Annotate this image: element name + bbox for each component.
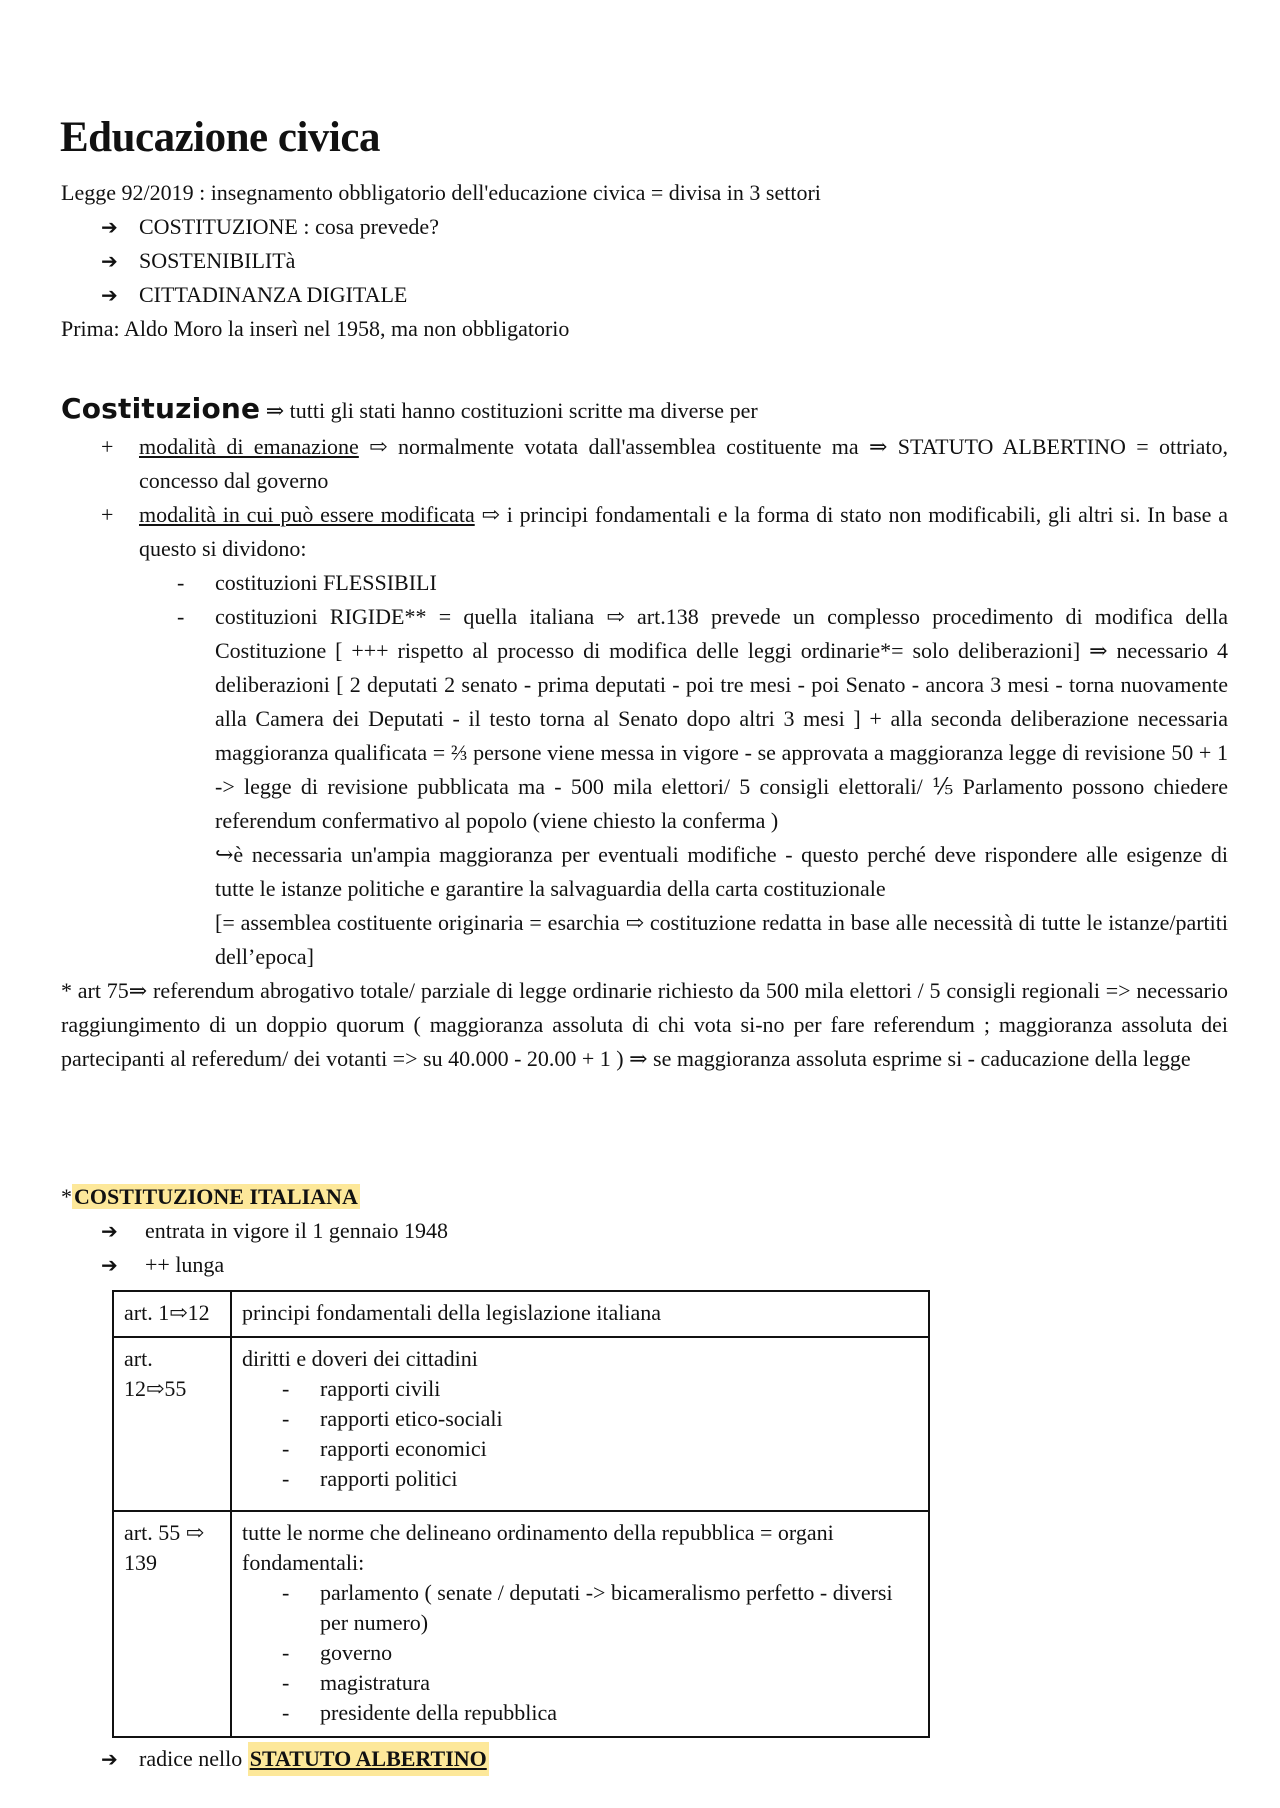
dash-item bbox=[61, 600, 1228, 974]
article-range: art. 12⇨55 bbox=[113, 1337, 231, 1511]
dash-icon: - bbox=[177, 604, 185, 629]
dash-item-text: costituzioni FLESSIBILI bbox=[215, 570, 437, 595]
plus-item bbox=[61, 430, 1228, 498]
plus-icon: + bbox=[101, 502, 114, 527]
list-item-text: COSTITUZIONE : cosa prevede? bbox=[139, 214, 439, 239]
art75-paragraph: * art 75⇒ referendum abrogativo totale/ parziale di legge ordinarie richiesto da 500 mila elettori / 5 consigli regionali => necessario raggiungimento di un doppio quorum ( maggioranza assoluta di chi vota si-no per fare referendum ; maggioranza assoluta dei partecipanti al referedum/ dei votanti => su 40.000 - 20.00 + 1 ) ⇒ se maggioranza assoluta esprime si - caducazione della legge bbox=[61, 978, 1228, 1071]
costituzione-section bbox=[61, 390, 1228, 1076]
plus-item bbox=[61, 498, 1228, 566]
arrow-icon: ➔ bbox=[101, 283, 118, 307]
article-description bbox=[231, 1291, 929, 1337]
dash-icon: - bbox=[177, 570, 185, 595]
sub-list bbox=[242, 1374, 918, 1494]
list-item bbox=[61, 210, 1228, 244]
list-item-text: entrata in vigore il 1 gennaio 1948 bbox=[145, 1218, 449, 1243]
asterisk: * bbox=[61, 1184, 72, 1209]
prima-line: Prima: Aldo Moro la inserì nel 1958, ma non obbligatorio bbox=[61, 316, 570, 341]
row-intro: tutte le norme che delineano ordinamento della repubblica = organi fondamentali: bbox=[242, 1520, 834, 1575]
page-title: Educazione civica bbox=[60, 114, 380, 161]
arrow-icon: ➔ bbox=[101, 249, 118, 273]
arrow-icon: ➔ bbox=[101, 1219, 118, 1243]
highlighted-term: STATUTO ALBERTINO bbox=[248, 1742, 489, 1776]
list-item: - rapporti etico-sociali bbox=[282, 1406, 503, 1431]
arrow-icon: ➔ bbox=[101, 215, 118, 239]
note-text: ↪è necessaria un'ampia maggioranza per eventuali modifiche - questo perché deve rispondere alle esigenze di tutte le istanze politiche e garantire la salvaguardia della carta costituzionale bbox=[215, 842, 1228, 901]
section-heading: COSTITUZIONE ITALIANA bbox=[74, 1184, 358, 1209]
list-item-text: CITTADINANZA DIGITALE bbox=[139, 282, 408, 307]
list-item bbox=[61, 1248, 1228, 1282]
list-item-text: ++ lunga bbox=[145, 1252, 225, 1277]
arrow-icon: ➔ bbox=[101, 1747, 118, 1771]
list-item: - magistratura bbox=[282, 1670, 430, 1695]
arrow-icon: ➔ bbox=[101, 1253, 118, 1277]
article-description bbox=[231, 1337, 929, 1511]
list-item bbox=[61, 278, 1228, 312]
list-item: - rapporti civili bbox=[282, 1376, 441, 1401]
article-range: art. 55 ⇨ 139 bbox=[113, 1511, 231, 1737]
underlined-term: modalità di emanazione bbox=[139, 434, 359, 459]
dash-item-text: costituzioni RIGIDE** = quella italiana ⇨ art.138 prevede un complesso procedimento di modifica della Costituzione [ +++ rispetto al processo di modifica delle leggi ordinarie*= solo deliberazioni] ⇒ necessario 4 deliberazioni [ 2 deputati 2 senato - prima deputati - poi tre mesi - poi Senato - ancora 3 mesi - torna nuovamente alla Camera dei Deputati - il testo torna al Senato dopo altri 3 mesi ] + alla seconda deliberazione necessaria maggioranza qualificata = ⅔ persone viene messa in vigore - se approvata a maggioranza legge di revisione 50 + 1 -> legge di revisione pubblicata ma - 500 mila elettori/ 5 consigli elettorali/ ⅕ Parlamento possono chiedere referendum confermativo al popolo (viene chiesto la conferma ) bbox=[215, 604, 1228, 833]
list-item-text: SOSTENIBILITà bbox=[139, 248, 296, 273]
law-line: Legge 92/2019 : insegnamento obbligatorio dell'educazione civica = divisa in 3 settori bbox=[61, 180, 821, 205]
radice-prefix: radice nello bbox=[139, 1746, 243, 1771]
plus-item-text: ⇨ normalmente votata dall'assemblea costituente ma ⇒ STATUTO ALBERTINO = ottriato, concesso dal governo bbox=[139, 434, 1228, 493]
articles-table bbox=[112, 1290, 930, 1738]
list-item: - rapporti economici bbox=[282, 1436, 487, 1461]
italiana-section bbox=[61, 1180, 1228, 1282]
radice-line bbox=[61, 1742, 1228, 1776]
section-heading: Costituzione bbox=[61, 392, 261, 425]
underlined-term: modalità in cui può essere modificata bbox=[139, 502, 475, 527]
list-item: - presidente della repubblica bbox=[282, 1700, 558, 1725]
dash-item bbox=[61, 566, 1228, 600]
list-item: - governo bbox=[282, 1640, 393, 1665]
table-row bbox=[113, 1511, 929, 1737]
italiana-heading-line bbox=[61, 1180, 1228, 1214]
article-range: art. 1⇨12 bbox=[113, 1291, 231, 1337]
costituzione-heading-line bbox=[61, 390, 1228, 430]
plus-item-text: ⇨ i principi fondamentali e la forma di stato non modificabili, gli altri si. In base a questo si dividono: bbox=[139, 502, 1228, 561]
plus-icon: + bbox=[101, 434, 114, 459]
bracket-text: [= assemblea costituente originaria = esarchia ⇨ costituzione redatta in base alle necessità di tutte le istanze/partiti dell’epoca] bbox=[215, 910, 1228, 969]
sub-list bbox=[242, 1578, 918, 1728]
row-intro: diritti e doveri dei cittadini bbox=[242, 1346, 478, 1371]
table-row bbox=[113, 1291, 929, 1337]
list-item: - parlamento ( senate / deputati -> bicameralismo perfetto - diversi per numero) bbox=[282, 1580, 893, 1635]
article-description bbox=[231, 1511, 929, 1737]
heading-tail: ⇒ tutti gli stati hanno costituzioni scritte ma diverse per bbox=[265, 398, 758, 423]
list-item: - rapporti politici bbox=[282, 1466, 458, 1491]
row-intro: principi fondamentali della legislazione italiana bbox=[242, 1300, 662, 1325]
list-item bbox=[61, 1214, 1228, 1248]
list-item bbox=[61, 244, 1228, 278]
intro-section bbox=[61, 176, 1228, 346]
table-row bbox=[113, 1337, 929, 1511]
